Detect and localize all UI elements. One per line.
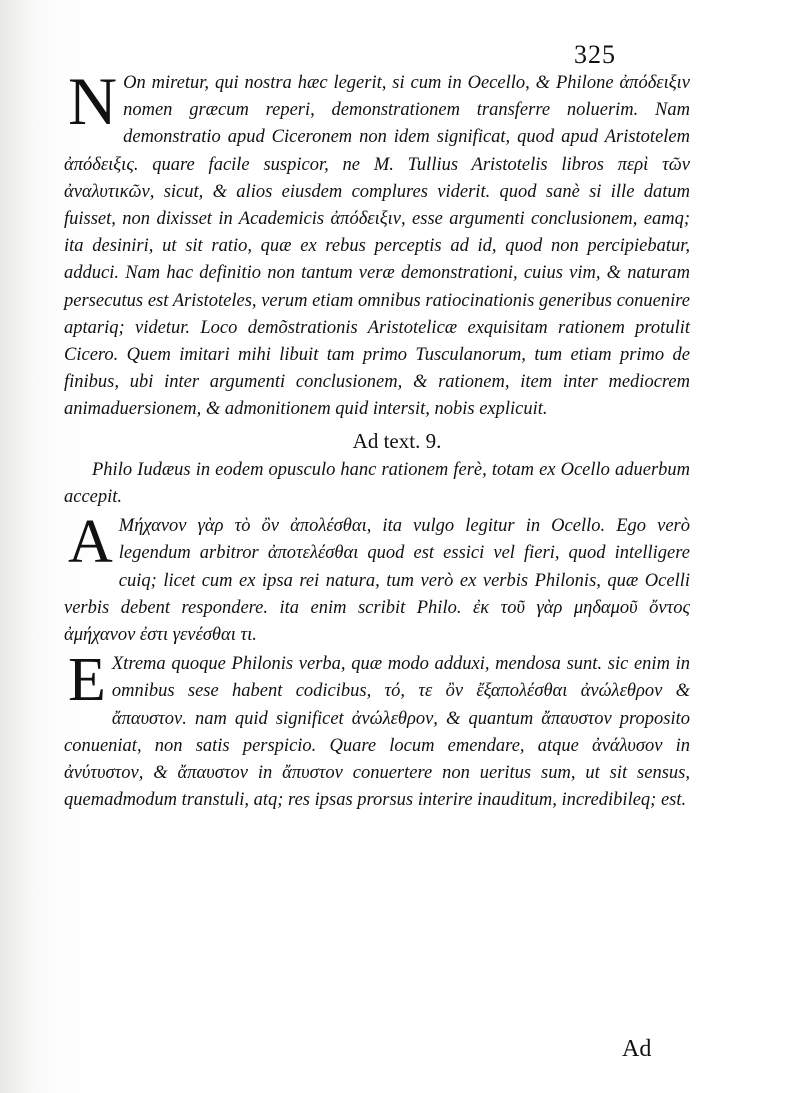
body-text: [64, 63, 690, 814]
drop-capital: E: [68, 646, 106, 715]
paragraph-2: [64, 457, 690, 511]
paragraph-3: [64, 508, 690, 649]
section-heading: Ad text. 9.: [352, 428, 442, 453]
drop-capital: A: [68, 508, 113, 577]
catchword: Ad: [622, 1036, 652, 1062]
paragraph-4: [64, 646, 690, 814]
drop-capital: N: [68, 63, 118, 139]
paragraph-text: Philo Iudæus in eodem opusculo hanc rationem ferè, totam ex Ocello aduerbum accepit.: [64, 459, 690, 508]
page-number: 325: [574, 40, 616, 69]
paragraph-text: On miretur, qui nostra hæc legerit, si cum in Oecello, & Philone ἀπόδειξιν nomen græcum reperi, demonstrationem transferre noluerim. Nam demonstratio apud Ciceronem non idem significat, quod apud Aristotelem ἀπόδειξις. quare facile suspicor, ne M. Tullius Aristotelis libros περὶ τῶν ἀναλυτικῶν, sicut, & alios eiusdem complures viderit. quod sanè si ille datum fuisset, non dixisset in Academicis ἀπόδειξιν, esse argumenti conclusionem, eamq; ita desiniri, ut sit ratio, quæ ex rebus perceptis ad id, quod non percipiebatur, adduci. Nam hac definitio non tantum veræ demonstrationi, cuius vim, & naturam persecutus est Aristoteles, verum etiam omnibus ratiocinationis generibus conuenire aptariq; videtur. Loco demõstrationis Aristotelicæ exquisitam rationem protulit Cicero. Quem imitari mihi libuit tam primo Tusculanorum, tum etiam primo de finibus, ubi inter argumenti conclusionem, & rationem, item inter mediocrem animaduersionem, & admonitionem quid intersit, nobis explicuit.: [64, 73, 690, 420]
paragraph-text: Μήχανον γὰρ τὸ ὂν ἀπολέσθαι, ita vulgo legitur in Ocello. Ego verò legendum arbitror ἀποτελέσθαι quod est essici vel fieri, quod intelligere cuiq; licet cum ex ipsa rei natura, tum verò ex verbis Philonis, quæ Ocelli verbis debent respondere. ita enim scribit Philo. ἐκ τοῦ γὰρ μηδαμοῦ ὄντος ἀμήχανον ἐστι γενέσθαι τι.: [64, 516, 690, 646]
paragraph-text: Xtrema quoque Philonis verba, quæ modo adduxi, mendosa sunt. sic enim in omnibus sese habent codicibus, τό, τε ὂν ἔξαπολέσθαι ἀνώλεθρον & ἄπαυστον. nam quid significet ἀνώλεθρον, & quantum ἄπαυστον proposito conueniat, non satis perspicio. Quare locum emendare, atque ἀνάλυσον in ἀνύτυστον, & ἄπαυστον in ἄπυστον conuertere non ueritus sum, ut sit sensus, quemadmodum transtuli, atq; res ipsas prorsus interire inauditum, incredibileq; est.: [64, 654, 690, 811]
paragraph-1: [64, 63, 690, 424]
